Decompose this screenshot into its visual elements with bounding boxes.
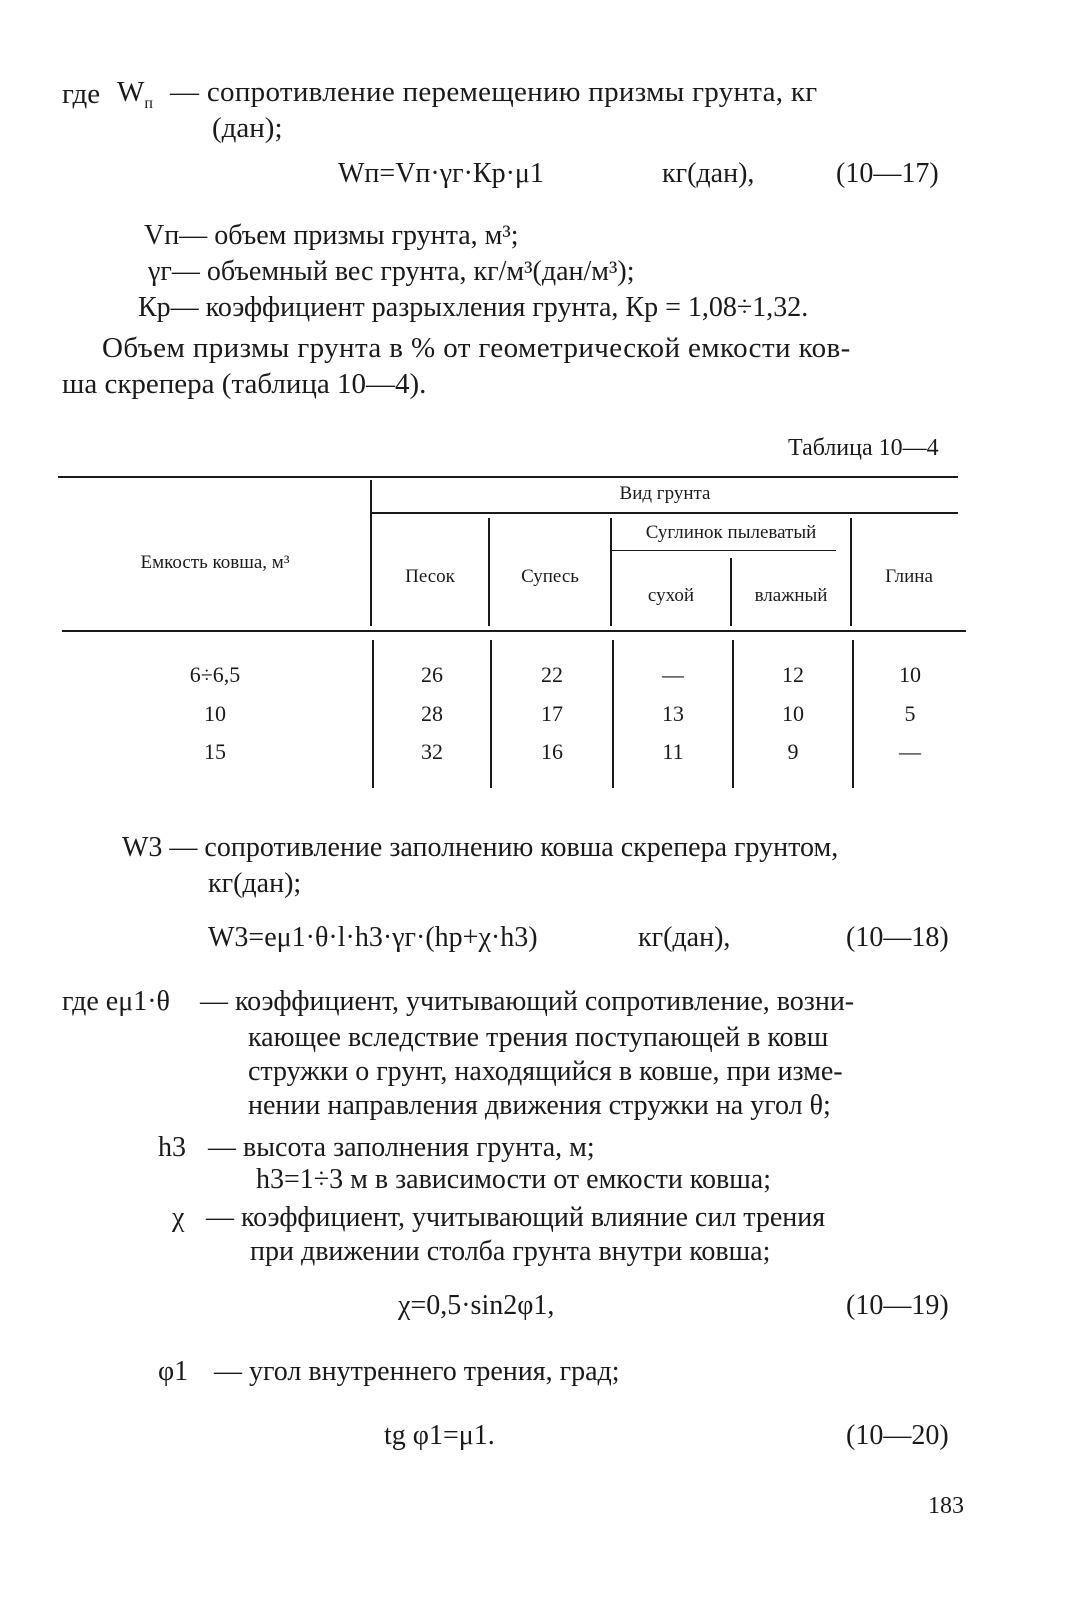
paragraph-line-2: ша скрепера (таблица 10—4). [62, 368, 427, 400]
table-cell: 16 [541, 739, 563, 764]
table-cell: 10 [204, 701, 226, 726]
chi-definition-1: — коэффициент, учитывающий влияние сил трения [206, 1202, 826, 1233]
header-soil-type: Вид грунта [619, 483, 711, 504]
e-symbol-lead: где eμ1·θ [62, 986, 170, 1017]
equation-10-19: χ=0,5·sin2φ1, [398, 1290, 555, 1321]
h3-symbol: h3 [158, 1132, 186, 1163]
header-capacity: Емкость ковша, м³ [140, 552, 290, 573]
table-cell: 10 [782, 701, 804, 726]
header-dry: сухой [647, 585, 695, 606]
table-caption: Таблица 10—4 [788, 435, 939, 461]
wp-definition-1: — сопротивление перемещению призмы грунта, кг [170, 76, 818, 108]
table-cell: 26 [421, 662, 443, 687]
chi-definition-2: при движении столба грунта внутри ковша; [250, 1236, 771, 1267]
equation-10-17-number: (10—17) [836, 158, 939, 189]
table-cell: 6÷6,5 [189, 662, 241, 687]
equation-10-20: tg φ1=μ1. [384, 1420, 495, 1451]
table-cell: 10 [899, 662, 921, 687]
e-definition-3: стружки о грунт, находящийся в ковше, при изме- [248, 1056, 843, 1087]
table-rule-soil-type [372, 512, 958, 514]
table-cell: — [899, 739, 921, 764]
equation-10-18-number: (10—18) [846, 922, 949, 953]
e-definition-1: — коэффициент, учитывающий сопротивление, возни- [200, 986, 855, 1017]
table-top-rule [58, 476, 958, 478]
wp-sub: п [144, 94, 153, 112]
w3-definition-2: кг(дан); [208, 868, 302, 899]
where-label: где [62, 78, 101, 110]
gamma-definition: γг— объемный вес грунта, кг/м³(дан/м³); [148, 256, 635, 287]
equation-10-17-unit: кг(дан), [662, 158, 755, 189]
table-cell: 5 [904, 701, 916, 726]
header-sandy-loam: Супесь [521, 566, 579, 587]
e-definition-2: кающее вследствие трения поступающей в ковш [248, 1022, 829, 1053]
wp-symbol [117, 78, 153, 112]
header-silty-loam: Суглинок пылеватый [645, 522, 817, 543]
table-cell: 28 [421, 701, 443, 726]
table-cell: 15 [204, 739, 226, 764]
vp-definition: Vп— объем призмы грунта, м³; [144, 220, 519, 251]
table-cell: 13 [662, 701, 684, 726]
h3-definition-2: h3=1÷3 м в зависимости от емкости ковша; [256, 1164, 771, 1195]
h3-definition-1: — высота заполнения грунта, м; [208, 1132, 595, 1163]
table-cell: — [662, 662, 684, 687]
e-definition-4: нении направления движения стружки на угол θ; [248, 1090, 831, 1121]
table-cell: 32 [421, 739, 443, 764]
paragraph-line-1: Объем призмы грунта в % от геометрической емкости ков- [102, 332, 851, 364]
phi-definition: — угол внутреннего трения, град; [214, 1356, 620, 1387]
table-cell: 22 [541, 662, 563, 687]
equation-10-18-unit: кг(дан), [638, 922, 731, 953]
table-cell: 9 [787, 739, 799, 764]
table-rule-silty-loam [612, 550, 836, 551]
header-clay: Глина [885, 566, 933, 587]
kp-definition: Кр— коэффициент разрыхления грунта, Кр = 1,08÷1,32. [138, 292, 809, 323]
w3-definition-1: W3 — сопротивление заполнению ковша скрепера грунтом, [122, 832, 839, 863]
table-cell: 17 [541, 701, 563, 726]
table-cell: 12 [782, 662, 804, 687]
equation-10-19-number: (10—19) [846, 1290, 949, 1321]
header-sand: Песок [405, 566, 455, 587]
phi-symbol: φ1 [158, 1356, 189, 1387]
chi-symbol: χ [172, 1202, 185, 1233]
wp-letter: W [117, 76, 145, 108]
table-cell: 11 [662, 739, 684, 764]
wp-definition-2: (дан); [212, 112, 283, 144]
equation-10-20-number: (10—20) [846, 1420, 949, 1451]
equation-10-17: Wп=Vп·γг·Кр·μ1 [338, 158, 544, 189]
table-header-rule [62, 630, 966, 632]
header-wet: влажный [754, 585, 828, 606]
page-number: 183 [928, 1493, 964, 1519]
equation-10-18: W3=eμ1·θ·l·h3·γг·(hp+χ·h3) [208, 922, 538, 953]
